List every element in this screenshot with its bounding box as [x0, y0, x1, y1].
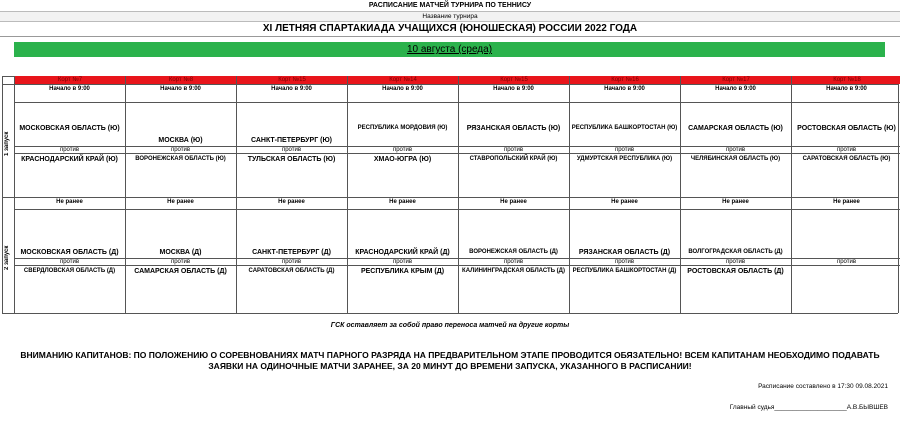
start-time: Не ранее — [167, 199, 194, 205]
start-time: Не ранее — [500, 199, 527, 205]
caption-text: Название турнира — [422, 13, 478, 20]
grid-line — [2, 313, 898, 314]
versus-label: против — [503, 147, 524, 153]
team-away: РЕСПУБЛИКА КРЫМ (Д) — [360, 268, 445, 275]
grid-line — [14, 102, 900, 103]
start-time: Начало в 9:00 — [49, 86, 90, 92]
start-time: Начало в 9:00 — [160, 86, 201, 92]
court-header: Корт №8 — [126, 76, 236, 84]
grid-line — [791, 76, 792, 313]
grid-line — [2, 84, 898, 85]
team-away: СТАВРОПОЛЬСКИЙ КРАЙ (Ю) — [469, 156, 558, 162]
grid-line — [14, 76, 15, 313]
start-time: Начало в 9:00 — [382, 86, 423, 92]
session-label: 1 запуск — [4, 131, 10, 156]
team-away: ВОРОНЕЖСКАЯ ОБЛАСТЬ (Ю) — [135, 156, 226, 162]
court-header: Корт №15 — [459, 76, 569, 84]
team-home: РЯЗАНСКАЯ ОБЛАСТЬ (Д) — [578, 249, 671, 256]
grid-line — [458, 76, 459, 313]
team-home: РЯЗАНСКАЯ ОБЛАСТЬ (Ю) — [466, 125, 561, 132]
start-time: Начало в 9:00 — [493, 86, 534, 92]
start-time: Не ранее — [722, 199, 749, 205]
court-header: Корт №14 — [348, 76, 458, 84]
team-away: КРАСНОДАРСКИЙ КРАЙ (Ю) — [21, 156, 118, 163]
grid-line — [14, 209, 900, 210]
team-away: РЕСПУБЛИКА БАШКОРТОСТАН (Д) — [572, 268, 677, 274]
team-home: САНКТ-ПЕТЕРБУРГ (Ю) — [250, 137, 333, 144]
team-home: КРАСНОДАРСКИЙ КРАЙ (Д) — [355, 249, 450, 256]
grid-line — [14, 153, 900, 154]
start-time: Начало в 9:00 — [271, 86, 312, 92]
grid-line — [236, 76, 237, 313]
captains-attention-notice: ВНИМАНИЮ КАПИТАНОВ: ПО ПОЛОЖЕНИЮ О СОРЕВНОВАНИЯХ МАТЧ ПАРНОГО РАЗРЯДА НА ПРЕДВАРИТЕЛЬНОМ ЭТАПЕ ПРОВОДИТСЯ ОБЯЗАТЕЛЬНО! ВСЕМ КАПИТАНАМ НЕОБХОДИМО ПОДАВАТЬ ЗАЯВКИ НА ОДИНОЧНЫЕ МАТЧИ ЗАРАНЕЕ, ЗА 20 МИНУТ ДО ВРЕМЕНИ ЗАПУСКА, УКАЗАННОГО В РАСПИСАНИИ! — [20, 350, 880, 371]
versus-label: против — [170, 259, 191, 265]
start-time: Начало в 9:00 — [826, 86, 867, 92]
versus-label: против — [836, 147, 857, 153]
versus-label: против — [836, 259, 857, 265]
chief-judge-signature: Главный судья____________________А.В.БЫВШЕВ — [729, 404, 888, 411]
team-away: СВЕРДЛОВСКАЯ ОБЛАСТЬ (Д) — [23, 268, 116, 274]
grid-line — [347, 76, 348, 313]
team-home: САМАРСКАЯ ОБЛАСТЬ (Ю) — [688, 125, 783, 132]
versus-label: против — [725, 259, 746, 265]
versus-label: против — [503, 259, 524, 265]
team-away: ТУЛЬСКАЯ ОБЛАСТЬ (Ю) — [247, 156, 336, 163]
team-home: ВОРОНЕЖСКАЯ ОБЛАСТЬ (Д) — [469, 249, 558, 255]
team-away: РОСТОВСКАЯ ОБЛАСТЬ (Д) — [687, 268, 784, 275]
court-header: Корт №17 — [681, 76, 791, 84]
team-away: САРАТОВСКАЯ ОБЛАСТЬ (Ю) — [802, 156, 891, 162]
date-banner: 10 августа (среда) — [14, 42, 885, 57]
team-away: ЧЕЛЯБИНСКАЯ ОБЛАСТЬ (Ю) — [690, 156, 781, 162]
versus-label: против — [725, 147, 746, 153]
versus-label: против — [170, 147, 191, 153]
team-away: САРАТОВСКАЯ ОБЛАСТЬ (Д) — [248, 268, 335, 274]
start-time: Не ранее — [833, 199, 860, 205]
versus-label: против — [392, 147, 413, 153]
court-header: Корт №18 — [792, 76, 900, 84]
grid-line — [680, 76, 681, 313]
team-home: МОСКОВСКАЯ ОБЛАСТЬ (Ю) — [19, 125, 120, 132]
start-time: Не ранее — [389, 199, 416, 205]
start-time: Начало в 9:00 — [604, 86, 645, 92]
team-home: ВОЛГОГРАДСКАЯ ОБЛАСТЬ (Д) — [688, 249, 783, 255]
team-home: САНКТ-ПЕТЕРБУРГ (Д) — [252, 249, 331, 256]
compiled-timestamp: Расписание составлено в 17:30 09.08.2021 — [758, 383, 888, 390]
team-home: МОСКВА (Д) — [159, 249, 202, 256]
start-time: Не ранее — [278, 199, 305, 205]
versus-label: против — [59, 259, 80, 265]
team-away: САМАРСКАЯ ОБЛАСТЬ (Д) — [134, 268, 227, 275]
team-away: КАЛИНИНГРАДСКАЯ ОБЛАСТЬ (Д) — [462, 268, 565, 274]
versus-label: против — [59, 147, 80, 153]
grid-line — [125, 76, 126, 313]
versus-label: против — [614, 147, 635, 153]
team-home: РЕСПУБЛИКА МОРДОВИЯ (Ю) — [357, 125, 448, 131]
tournament-title: XI ЛЕТНЯЯ СПАРТАКИАДА УЧАЩИХСЯ (ЮНОШЕСКАЯ) РОССИИ 2022 ГОДА — [0, 21, 900, 37]
team-home: МОСКОВСКАЯ ОБЛАСТЬ (Д) — [20, 249, 119, 256]
versus-label: против — [281, 259, 302, 265]
start-time: Начало в 9:00 — [715, 86, 756, 92]
gsk-note: ГСК оставляет за собой право переноса матчей на другие корты — [330, 322, 570, 329]
document-title: РАСПИСАНИЕ МАТЧЕЙ ТУРНИРА ПО ТЕННИСУ — [368, 2, 532, 9]
court-header: Корт №16 — [570, 76, 680, 84]
court-header: Корт №15 — [237, 76, 347, 84]
court-header: Корт №7 — [15, 76, 125, 84]
team-home: МОСКВА (Ю) — [158, 137, 203, 144]
start-time: Не ранее — [611, 199, 638, 205]
grid-line — [569, 76, 570, 313]
grid-line — [2, 76, 3, 313]
team-away: УДМУРТСКАЯ РЕСПУБЛИКА (Ю) — [576, 156, 673, 162]
team-home: РОСТОВСКАЯ ОБЛАСТЬ (Ю) — [797, 125, 896, 132]
start-time: Не ранее — [56, 199, 83, 205]
versus-label: против — [392, 259, 413, 265]
grid-line — [2, 197, 898, 198]
session-label: 2 запуск — [4, 245, 10, 270]
team-away: ХМАО-ЮГРА (Ю) — [373, 156, 432, 163]
grid-line — [14, 265, 900, 266]
versus-label: против — [281, 147, 302, 153]
team-home: РЕСПУБЛИКА БАШКОРТОСТАН (Ю) — [571, 125, 678, 131]
versus-label: против — [614, 259, 635, 265]
